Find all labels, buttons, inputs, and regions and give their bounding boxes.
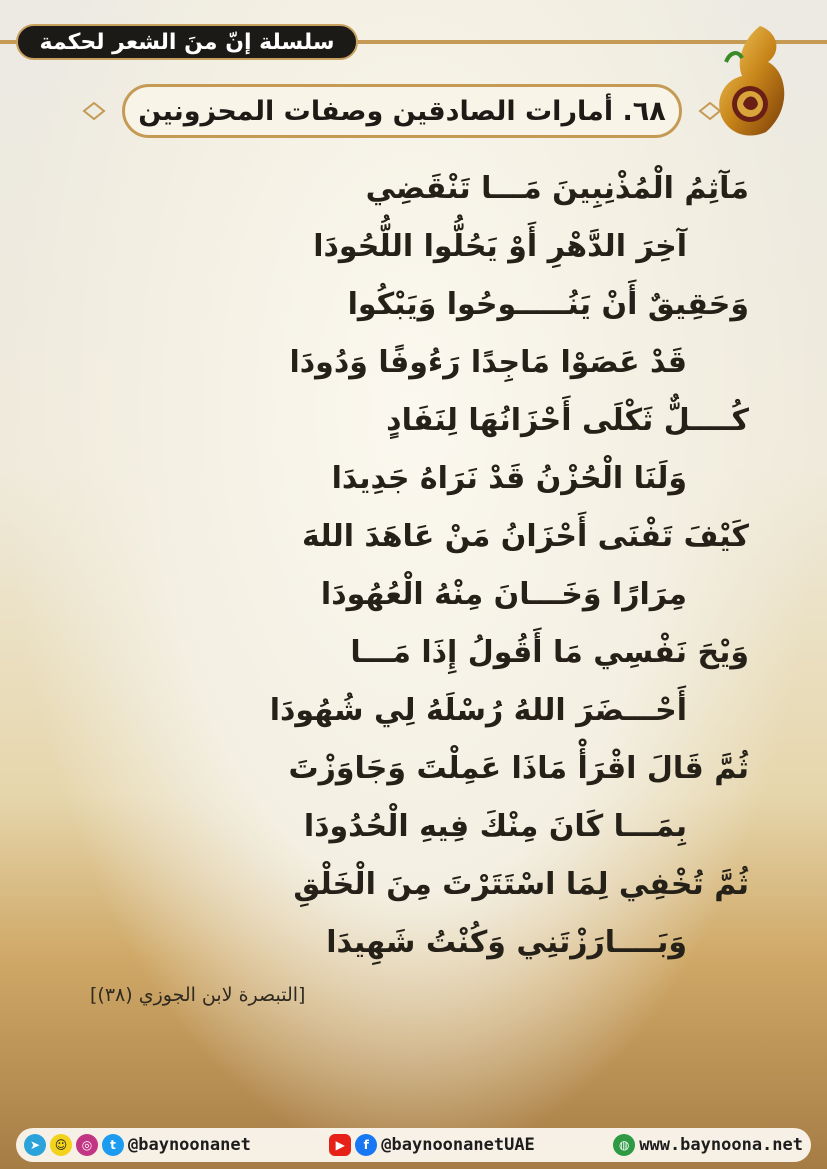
series-banner bbox=[16, 24, 358, 60]
globe-icon[interactable]: ◍ bbox=[613, 1134, 635, 1156]
page-title: ٦٨. أمارات الصادقين وصفات المحزونين bbox=[122, 84, 682, 138]
verse-first-hemistich: كُــــلٌّ ثَكْلَى أَحْزَانُهَا لِنَفَادٍ bbox=[386, 403, 749, 438]
verse-second-hemistich: بِمَـــا كَانَ مِنْكَ فِيهِ الْحُدُودَا bbox=[303, 809, 687, 844]
social-handle[interactable]: @baynoonanetUAE bbox=[381, 1135, 535, 1155]
youtube-icon[interactable]: ▶ bbox=[329, 1134, 351, 1156]
footer-social-bar bbox=[16, 1128, 811, 1162]
social-handle[interactable]: @baynoonanet bbox=[128, 1135, 251, 1155]
source-citation: [التبصرة لابن الجوزي (٣٨)] bbox=[90, 984, 306, 1006]
snapchat-icon[interactable]: ☺ bbox=[50, 1134, 72, 1156]
social-group-handle-2 bbox=[329, 1134, 535, 1156]
telegram-icon[interactable]: ➤ bbox=[24, 1134, 46, 1156]
facebook-icon[interactable]: f bbox=[355, 1134, 377, 1156]
diamond-ornament-icon bbox=[698, 102, 722, 120]
website-group bbox=[613, 1134, 803, 1156]
verse bbox=[60, 856, 749, 972]
diamond-ornament-icon bbox=[82, 102, 106, 120]
twitter-icon[interactable]: t bbox=[102, 1134, 124, 1156]
social-group-handle-1 bbox=[24, 1134, 251, 1156]
verse-second-hemistich: قَدْ عَصَوْا مَاجِدًا رَءُوفًا وَدُودَا bbox=[289, 345, 687, 380]
title-banner bbox=[82, 84, 722, 138]
series-title: سلسلة إنّ منَ الشعر لحكمة bbox=[39, 29, 335, 55]
verse bbox=[60, 276, 749, 392]
verse-first-hemistich: وَيْحَ نَفْسِي مَا أَقُولُ إِذَا مَـــا bbox=[350, 635, 749, 670]
verse-first-hemistich: مَآثِمُ الْمُذْنِبِينَ مَـــا تَنْقَضِي bbox=[365, 171, 749, 206]
instagram-icon[interactable]: ◎ bbox=[76, 1134, 98, 1156]
verse-second-hemistich: آخِرَ الدَّهْرِ أَوْ يَحُلُّوا اللُّحُودَا bbox=[313, 229, 687, 264]
verse-second-hemistich: وَلَنَا الْحُزْنُ قَدْ نَرَاهُ جَدِيدَا bbox=[331, 461, 687, 496]
verse-first-hemistich: ثُمَّ قَالَ اقْرَأْ مَاذَا عَمِلْتَ وَجَاوَزْتَ bbox=[288, 751, 749, 786]
verse-first-hemistich: ثُمَّ تُخْفِي لِمَا اسْتَتَرْتَ مِنَ الْخَلْقِ bbox=[293, 867, 749, 902]
verse-first-hemistich: وَحَقِيقٌ أَنْ يَنُـــــوحُوا وَيَبْكُوا bbox=[347, 287, 749, 322]
verse-second-hemistich: مِرَارًا وَخَـــانَ مِنْهُ الْعُهُودَا bbox=[320, 577, 687, 612]
verse bbox=[60, 508, 749, 624]
verse-first-hemistich: كَيْفَ تَفْنَى أَحْزَانُ مَنْ عَاهَدَ اللهَ bbox=[302, 519, 749, 554]
verse bbox=[60, 740, 749, 856]
website-link[interactable]: www.baynoona.net bbox=[639, 1135, 803, 1155]
verse bbox=[60, 160, 749, 276]
verse-second-hemistich: وَبَــــارَزْتَنِي وَكُنْتُ شَهِيدَا bbox=[326, 925, 687, 960]
poem bbox=[60, 160, 749, 972]
verse bbox=[60, 392, 749, 508]
verse bbox=[60, 624, 749, 740]
verse-second-hemistich: أَحْـــضَرَ اللهُ رُسْلَهُ لِي شُهُودَا bbox=[269, 693, 687, 728]
